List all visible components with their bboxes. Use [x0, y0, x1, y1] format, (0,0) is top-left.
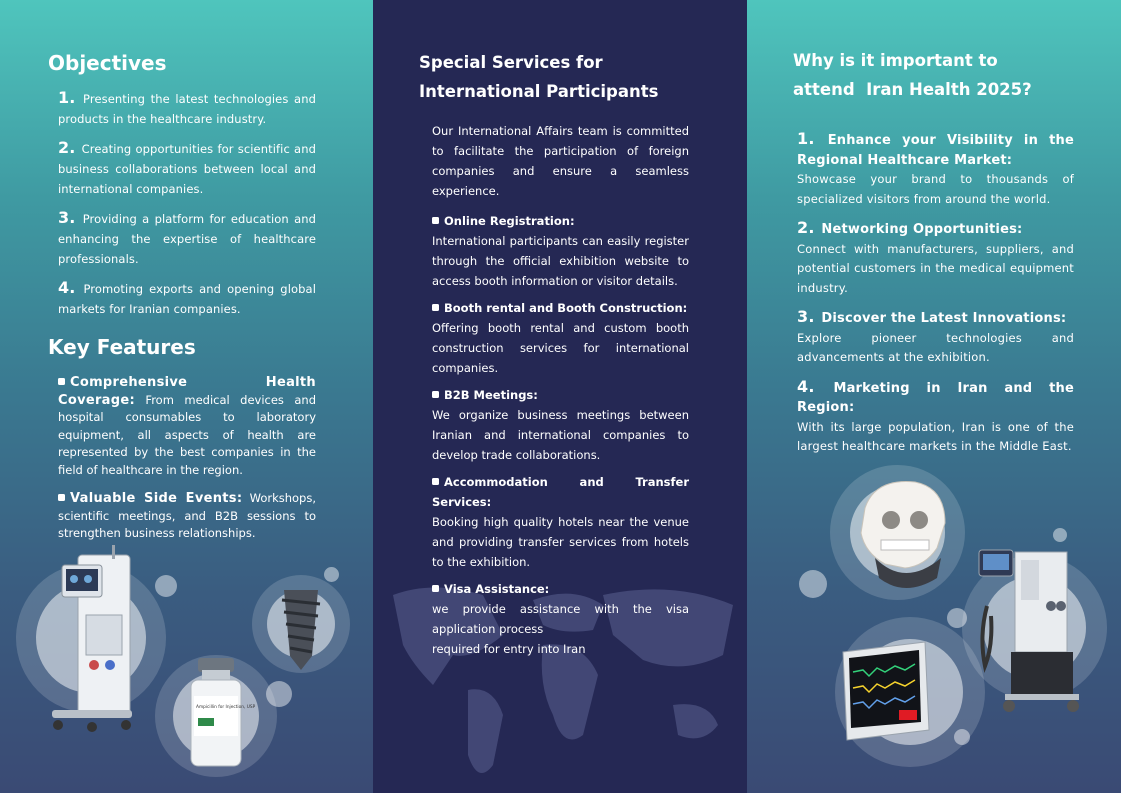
bullet-icon	[58, 378, 65, 385]
list-item: Visa Assistance: we provide assistance with the visa application process required for entry into Iran	[432, 582, 689, 656]
middle-panel	[373, 0, 747, 793]
bullet-icon	[432, 585, 439, 592]
left-panel	[0, 0, 373, 793]
anesthesia-machine-image	[975, 546, 1090, 716]
features-list	[58, 374, 316, 554]
decor-dot	[155, 575, 177, 597]
decor-dot	[954, 729, 970, 745]
list-item: 3. Providing a platform for education and enhancing the expertise of healthcare professionals.	[58, 208, 317, 266]
list-item: 2. Networking Opportunities: Connect with manufacturers, suppliers, and potential customers in the medical equipment industry.	[797, 218, 1074, 295]
dental-implant-image	[276, 586, 326, 672]
bullet-icon	[58, 494, 65, 501]
skull-model-image	[845, 478, 957, 596]
list-item: 3. Discover the Latest Innovations: Explore pioneer technologies and advancements at the exhibition.	[797, 307, 1074, 364]
services-body	[432, 121, 689, 666]
vial-label-text: Ampicillin for Injection, USP	[196, 705, 256, 710]
bullet-icon	[432, 478, 439, 485]
right-panel	[747, 0, 1121, 793]
bullet-icon	[432, 304, 439, 311]
why-attend-heading: Why is it important to attend Iran Health 2025?	[793, 51, 1032, 99]
list-item: 2. Creating opportunities for scientific and business collaborations between local and international companies.	[58, 138, 316, 196]
list-item: Booth rental and Booth Construction: Offering booth rental and custom booth construction services for international companies.	[432, 301, 689, 375]
decor-dot	[266, 681, 292, 707]
key-features-heading: Key Features	[48, 335, 196, 359]
medicine-vial-image	[188, 656, 256, 768]
objectives-heading: Objectives	[48, 51, 167, 75]
patient-monitor-image	[839, 640, 931, 744]
list-item: Accommodation and Transfer Services: Booking high quality hotels near the venue and providing transfer services from hotels to the exhibition.	[432, 475, 689, 569]
list-item: Valuable Side Events: Workshops, scientific meetings, and B2B sessions to strengthen business relationships.	[58, 491, 317, 540]
decor-dot	[799, 570, 827, 598]
list-item: Comprehensive Health Coverage: From medical devices and hospital consumables to laboratory equipment, all aspects of health are represented by the best companies in the field of healthcare in the region.	[58, 375, 316, 477]
list-item: 4. Marketing in Iran and the Region: With its large population, Iran is one of the largest healthcare markets in the Middle East.	[797, 376, 1074, 453]
bullet-icon	[432, 391, 439, 398]
services-intro: Our International Affairs team is committed to facilitate the participation of foreign companies and ensure a seamless experience.	[432, 124, 689, 198]
objectives-list	[58, 88, 316, 328]
decor-dot	[947, 608, 967, 628]
list-item: 4. Promoting exports and opening global markets for Iranian companies.	[58, 278, 316, 316]
why-attend-list	[797, 129, 1074, 466]
list-item: B2B Meetings: We organize business meetings between Iranian and international companies to develop trade collaborations.	[432, 388, 689, 462]
list-item: 1. Enhance your Visibility in the Regional Healthcare Market: Showcase your brand to thousands of specialized visitors from around the world.	[797, 129, 1074, 206]
dialysis-machine-image	[48, 545, 138, 735]
list-item: 1. Presenting the latest technologies and products in the healthcare industry.	[58, 88, 316, 126]
services-heading: Special Services for International Participants	[419, 53, 659, 101]
decor-dot	[324, 567, 339, 582]
decor-dot	[1053, 528, 1067, 542]
bullet-icon	[432, 217, 439, 224]
list-item: Online Registration: International participants can easily register through the official exhibition website to access booth information or visitor details.	[432, 214, 689, 288]
